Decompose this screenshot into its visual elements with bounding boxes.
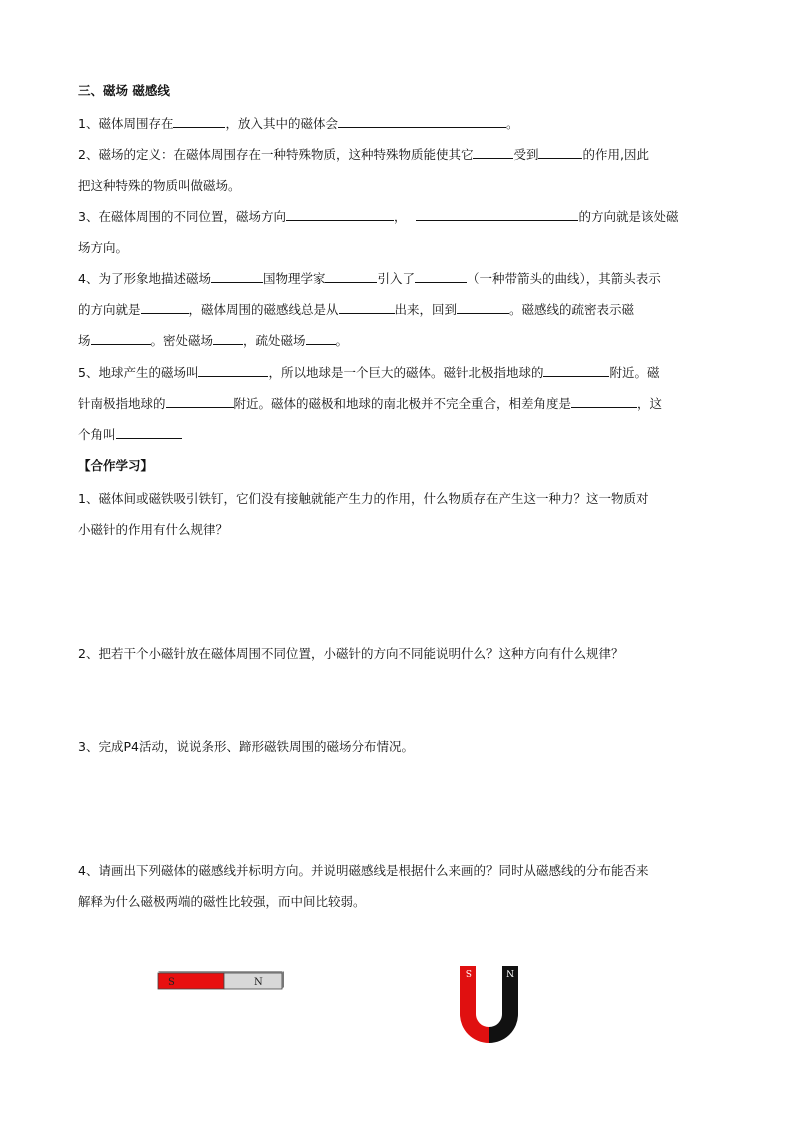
q4-text-i: 场	[78, 333, 91, 348]
q5-text-f: ，这	[637, 396, 663, 411]
q4-line-1	[78, 270, 661, 288]
q3-text-b: ，	[393, 209, 407, 224]
q5-line-3	[78, 426, 182, 444]
bar-magnet	[156, 969, 286, 991]
q4-text-j: 。密处磁场	[150, 333, 214, 348]
q3-line-1	[78, 208, 679, 226]
q2-text-b: 受到	[513, 147, 539, 162]
answer-blank[interactable]	[173, 115, 225, 128]
q5-text-e: 附近。磁体的磁极和地球的南北极并不完全重合，相差角度是	[233, 396, 572, 411]
q1-text-c: 。	[505, 116, 519, 131]
answer-blank[interactable]	[457, 301, 509, 314]
q5-text-a: 5、地球产生的磁场叫	[78, 365, 199, 380]
q4-text-k: ，疏处磁场	[243, 333, 306, 348]
answer-blank[interactable]	[339, 301, 395, 314]
q2-text-c: 的作用,因此	[582, 147, 649, 162]
q3-line-2: 场方向。	[78, 240, 129, 255]
q4-line-2	[78, 301, 634, 319]
section-title: 三、磁场 磁感线	[78, 83, 170, 98]
c1-line-1: 1、磁体间或磁铁吸引铁钉，它们没有接触就能产生力的作用，什么物质存在产生这一种力？这一物质对	[78, 491, 649, 506]
q2-line-1	[78, 146, 649, 164]
q4-text-d: （一种带箭头的曲线），其箭头表示	[467, 271, 661, 286]
answer-blank[interactable]	[141, 301, 189, 314]
answer-blank[interactable]	[415, 270, 467, 283]
c1-line-2: 小磁针的作用有什么规律？	[78, 522, 229, 537]
q1-line	[78, 115, 519, 133]
bar-magnet-n-label: N	[254, 977, 263, 988]
horseshoe-n-label: N	[506, 967, 514, 977]
horseshoe-s-arm	[460, 966, 489, 1043]
c4-line-1: 4、请画出下列磁体的磁感线并标明方向。并说明磁感线是根据什么来画的？同时从磁感线的分布能否来	[78, 863, 649, 878]
q1-text-a: 1、磁体周围存在	[78, 116, 174, 131]
answer-blank[interactable]	[198, 364, 268, 377]
answer-blank[interactable]	[338, 115, 506, 128]
q4-line-3	[78, 332, 348, 350]
q4-text-f: ，磁体周围的磁感线总是从	[188, 302, 339, 317]
answer-blank[interactable]	[416, 208, 578, 221]
q3-text-c: 的方向就是该处磁	[578, 209, 679, 224]
q4-text-c: 引入了	[377, 271, 415, 286]
q5-text-g: 个角叫	[78, 427, 116, 442]
answer-blank[interactable]	[91, 332, 151, 345]
answer-blank[interactable]	[211, 270, 263, 283]
bar-magnet-s-label: S	[168, 977, 175, 988]
q1-text-b: ，放入其中的磁体会	[225, 116, 338, 131]
answer-blank[interactable]	[538, 146, 582, 159]
c4-line-2: 解释为什么磁极两端的磁性比较强，而中间比较弱。	[78, 894, 366, 909]
horseshoe-s-label: S	[465, 967, 472, 977]
q5-text-d: 针南极指地球的	[78, 396, 166, 411]
q5-line-1	[78, 364, 660, 382]
answer-blank[interactable]	[306, 332, 336, 345]
answer-blank[interactable]	[116, 426, 182, 439]
coop-title: 【合作学习】	[78, 458, 154, 473]
answer-blank[interactable]	[213, 332, 243, 345]
q4-text-e: 的方向就是	[78, 302, 141, 317]
answer-blank[interactable]	[325, 270, 377, 283]
answer-blank[interactable]	[543, 364, 609, 377]
answer-blank[interactable]	[571, 395, 637, 408]
bar-magnet-n-half	[224, 973, 282, 989]
q2-line-2: 把这种特殊的物质叫做磁场。	[78, 178, 241, 193]
answer-blank[interactable]	[286, 208, 394, 221]
q2-text-a: 2、磁场的定义：在磁体周围存在一种特殊物质，这种特殊物质能使其它	[78, 147, 474, 162]
q5-line-2	[78, 395, 662, 413]
q3-text-a: 3、在磁体周围的不同位置，磁场方向	[78, 209, 286, 224]
horseshoe-magnet	[456, 962, 522, 1048]
q4-text-g: 出来，回到	[394, 302, 458, 317]
answer-blank[interactable]	[166, 395, 234, 408]
answer-blank[interactable]	[473, 146, 513, 159]
q4-text-h: 。磁感线的疏密表示磁	[509, 302, 635, 317]
q4-text-a: 4、为了形象地描述磁场	[78, 271, 211, 286]
q4-text-b: 国物理学家	[262, 271, 326, 286]
c3-line: 3、完成P4活动，说说条形、蹄形磁铁周围的磁场分布情况。	[78, 739, 414, 754]
q5-text-b: ，所以地球是一个巨大的磁体。磁针北极指地球的	[268, 365, 544, 380]
bar-magnet-side-face	[282, 971, 284, 989]
q5-text-c: 附近。磁	[609, 365, 660, 380]
q4-text-l: 。	[335, 333, 349, 348]
c2-line: 2、把若干个小磁针放在磁体周围不同位置，小磁针的方向不同能说明什么？这种方向有什么规律？	[78, 646, 624, 661]
